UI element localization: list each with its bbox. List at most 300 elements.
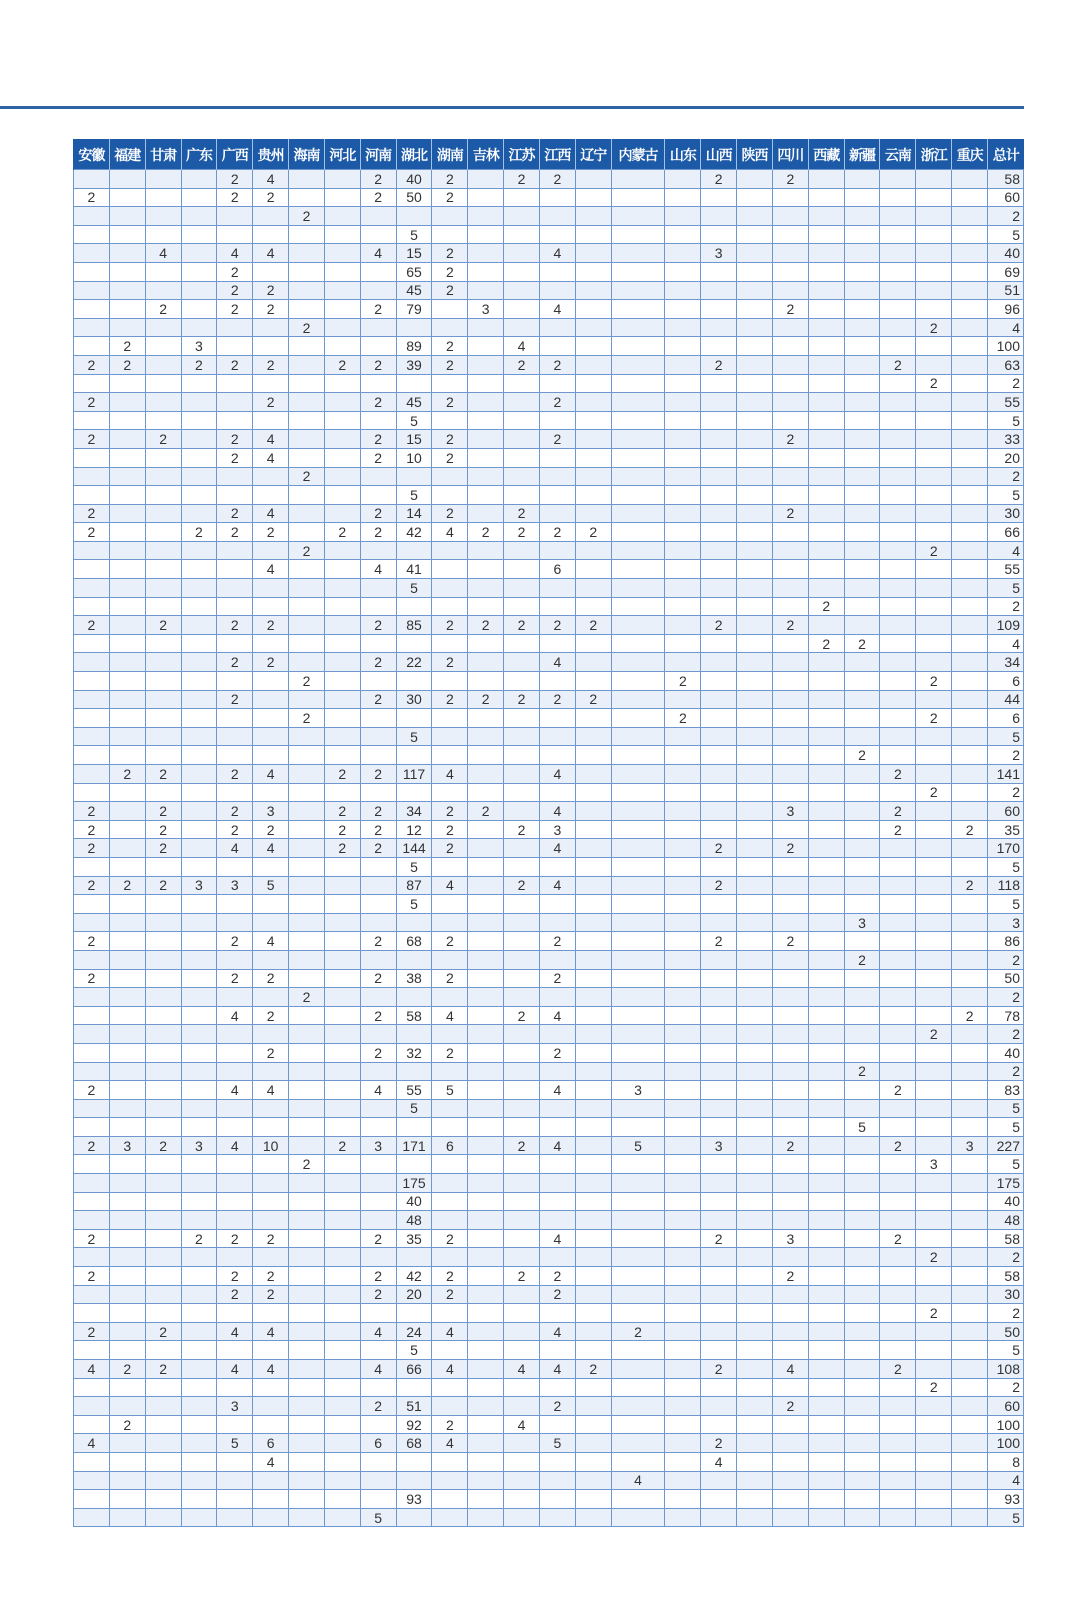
table-cell (109, 1099, 145, 1118)
table-cell: 2 (360, 300, 396, 319)
total-cell: 58 (988, 1229, 1024, 1248)
table-cell (916, 1341, 952, 1360)
table-cell (808, 1434, 844, 1453)
table-cell (468, 355, 504, 374)
table-cell (324, 857, 360, 876)
total-cell: 60 (988, 802, 1024, 821)
table-cell (360, 1155, 396, 1174)
table-cell (145, 318, 181, 337)
table-cell: 2 (253, 1229, 289, 1248)
table-cell (701, 1211, 737, 1230)
table-cell (575, 746, 611, 765)
table-cell (880, 1471, 916, 1490)
table-row (74, 579, 1024, 598)
table-cell: 68 (396, 1434, 432, 1453)
table-cell (253, 1192, 289, 1211)
table-cell (611, 1285, 665, 1304)
table-cell (808, 541, 844, 560)
table-cell (468, 560, 504, 579)
table-cell (217, 318, 253, 337)
table-cell (324, 1322, 360, 1341)
table-cell (181, 820, 217, 839)
table-cell (916, 839, 952, 858)
table-cell: 68 (396, 932, 432, 951)
column-header: 山西 (701, 140, 737, 170)
table-cell (772, 448, 808, 467)
table-cell (539, 895, 575, 914)
table-cell (808, 411, 844, 430)
table-cell (145, 188, 181, 207)
table-cell (844, 895, 880, 914)
table-cell (145, 1099, 181, 1118)
table-cell (324, 374, 360, 393)
table-cell (665, 1006, 701, 1025)
table-cell (181, 411, 217, 430)
table-cell (109, 188, 145, 207)
table-cell (575, 969, 611, 988)
table-cell (504, 765, 540, 784)
table-cell: 2 (289, 1155, 325, 1174)
table-row (74, 1118, 1024, 1137)
table-cell (109, 1341, 145, 1360)
table-cell: 4 (217, 1322, 253, 1341)
table-cell: 6 (539, 560, 575, 579)
table-cell (575, 597, 611, 616)
table-row (74, 1099, 1024, 1118)
table-cell (360, 1248, 396, 1267)
table-row (74, 541, 1024, 560)
table-cell (952, 1081, 988, 1100)
table-cell (952, 1304, 988, 1323)
table-cell (217, 467, 253, 486)
table-cell (665, 467, 701, 486)
table-cell (701, 467, 737, 486)
table-cell: 4 (504, 1360, 540, 1379)
table-cell (74, 988, 110, 1007)
table-cell (880, 1415, 916, 1434)
table-cell (575, 411, 611, 430)
table-cell: 2 (145, 1322, 181, 1341)
table-cell (701, 430, 737, 449)
table-cell (952, 1248, 988, 1267)
table-cell: 4 (217, 244, 253, 263)
table-cell: 2 (253, 355, 289, 374)
table-cell (360, 1471, 396, 1490)
table-cell (701, 1025, 737, 1044)
table-cell (504, 1099, 540, 1118)
table-cell: 2 (844, 634, 880, 653)
table-container (73, 139, 1024, 1527)
column-header: 云南 (880, 140, 916, 170)
table-cell (504, 802, 540, 821)
table-cell: 2 (360, 690, 396, 709)
table-cell (360, 262, 396, 281)
total-cell: 2 (988, 374, 1024, 393)
table-cell (181, 783, 217, 802)
table-cell: 2 (74, 1322, 110, 1341)
table-cell (181, 1099, 217, 1118)
table-cell: 3 (611, 1081, 665, 1100)
table-cell: 2 (665, 672, 701, 691)
table-cell (880, 597, 916, 616)
table-cell (575, 634, 611, 653)
table-cell (952, 467, 988, 486)
table-cell (74, 765, 110, 784)
table-cell (468, 337, 504, 356)
table-cell (844, 1248, 880, 1267)
table-cell (468, 1415, 504, 1434)
table-cell (575, 355, 611, 374)
table-cell (880, 523, 916, 542)
table-cell (665, 727, 701, 746)
table-cell (575, 1490, 611, 1509)
table-cell (844, 411, 880, 430)
table-cell (665, 523, 701, 542)
table-cell (360, 1304, 396, 1323)
table-cell (289, 281, 325, 300)
table-cell (952, 170, 988, 189)
table-cell (539, 337, 575, 356)
table-cell (737, 1397, 773, 1416)
table-cell (289, 393, 325, 412)
table-cell (145, 1304, 181, 1323)
table-cell (575, 188, 611, 207)
table-cell (611, 1508, 665, 1527)
table-cell (539, 1490, 575, 1509)
table-cell: 2 (432, 932, 468, 951)
table-cell (844, 876, 880, 895)
table-cell: 2 (324, 839, 360, 858)
table-cell (468, 1025, 504, 1044)
table-cell (844, 1285, 880, 1304)
table-cell (575, 1415, 611, 1434)
table-cell (145, 1508, 181, 1527)
table-cell (253, 672, 289, 691)
table-cell (468, 188, 504, 207)
table-cell (611, 616, 665, 635)
table-cell (575, 820, 611, 839)
table-cell: 2 (539, 1285, 575, 1304)
table-cell (432, 411, 468, 430)
table-cell (109, 411, 145, 430)
table-row (74, 746, 1024, 765)
table-cell (396, 1025, 432, 1044)
table-cell (432, 1174, 468, 1193)
table-cell (916, 1471, 952, 1490)
table-cell: 2 (665, 709, 701, 728)
table-cell (396, 207, 432, 226)
table-cell: 2 (253, 1285, 289, 1304)
table-cell (952, 430, 988, 449)
table-cell (772, 1248, 808, 1267)
table-cell (916, 1490, 952, 1509)
table-cell (217, 374, 253, 393)
total-cell: 5 (988, 486, 1024, 505)
table-cell (611, 950, 665, 969)
table-cell (952, 1490, 988, 1509)
table-cell (74, 1248, 110, 1267)
table-cell: 4 (253, 448, 289, 467)
table-cell (916, 1322, 952, 1341)
table-cell (665, 1285, 701, 1304)
table-cell (575, 1136, 611, 1155)
table-cell (611, 262, 665, 281)
total-cell: 40 (988, 1192, 1024, 1211)
table-cell: 2 (253, 188, 289, 207)
table-cell (360, 318, 396, 337)
table-cell (844, 467, 880, 486)
table-cell (701, 783, 737, 802)
table-cell: 10 (253, 1136, 289, 1155)
table-cell: 2 (539, 932, 575, 951)
table-cell (575, 374, 611, 393)
table-cell (396, 988, 432, 1007)
table-cell (253, 411, 289, 430)
table-cell (880, 634, 916, 653)
table-cell (808, 374, 844, 393)
table-cell (289, 411, 325, 430)
table-cell: 2 (360, 393, 396, 412)
table-cell (145, 1229, 181, 1248)
table-cell (539, 1378, 575, 1397)
table-cell (665, 411, 701, 430)
table-cell: 2 (432, 448, 468, 467)
table-cell (611, 1434, 665, 1453)
table-cell (844, 1378, 880, 1397)
table-cell (324, 1174, 360, 1193)
table-cell (432, 1452, 468, 1471)
table-cell (324, 1341, 360, 1360)
table-cell (916, 876, 952, 895)
table-cell: 2 (217, 969, 253, 988)
table-row (74, 560, 1024, 579)
table-cell (880, 225, 916, 244)
table-cell (289, 579, 325, 598)
table-row (74, 895, 1024, 914)
table-row (74, 1378, 1024, 1397)
table-cell (432, 1211, 468, 1230)
table-cell (575, 1471, 611, 1490)
table-cell (109, 262, 145, 281)
table-cell (360, 1452, 396, 1471)
table-cell (289, 1490, 325, 1509)
table-cell (74, 1304, 110, 1323)
table-cell (504, 653, 540, 672)
table-cell (145, 1211, 181, 1230)
table-cell (432, 1062, 468, 1081)
table-cell (665, 1211, 701, 1230)
table-cell: 4 (432, 1322, 468, 1341)
table-cell (737, 560, 773, 579)
table-cell (468, 672, 504, 691)
table-row (74, 1471, 1024, 1490)
table-cell (109, 895, 145, 914)
table-cell (916, 188, 952, 207)
table-cell (808, 262, 844, 281)
table-cell (772, 1174, 808, 1193)
table-cell (539, 1099, 575, 1118)
table-cell (360, 1118, 396, 1137)
table-cell: 2 (504, 523, 540, 542)
table-cell (504, 634, 540, 653)
table-cell (772, 467, 808, 486)
table-cell (665, 188, 701, 207)
table-cell (181, 560, 217, 579)
table-cell (611, 969, 665, 988)
table-cell (360, 1490, 396, 1509)
table-cell (360, 541, 396, 560)
table-cell (253, 746, 289, 765)
table-cell: 2 (880, 1136, 916, 1155)
table-cell (916, 1099, 952, 1118)
table-cell (145, 281, 181, 300)
table-cell (665, 262, 701, 281)
table-cell (737, 1192, 773, 1211)
table-cell: 5 (396, 225, 432, 244)
table-cell (844, 1099, 880, 1118)
table-cell (952, 1118, 988, 1137)
table-cell (611, 1025, 665, 1044)
table-cell (181, 207, 217, 226)
table-cell (109, 746, 145, 765)
table-cell (217, 1099, 253, 1118)
table-cell: 2 (539, 969, 575, 988)
table-cell (575, 1062, 611, 1081)
table-cell (504, 932, 540, 951)
table-cell (952, 950, 988, 969)
table-cell (324, 430, 360, 449)
table-cell (539, 579, 575, 598)
table-cell (701, 765, 737, 784)
table-cell (808, 1267, 844, 1286)
table-cell: 4 (217, 1136, 253, 1155)
table-cell (289, 876, 325, 895)
table-cell (665, 1099, 701, 1118)
table-cell (253, 207, 289, 226)
table-cell: 2 (253, 1267, 289, 1286)
table-cell (145, 597, 181, 616)
table-cell (360, 1025, 396, 1044)
table-row (74, 486, 1024, 505)
table-cell: 4 (539, 1322, 575, 1341)
table-cell (109, 300, 145, 319)
table-cell (701, 448, 737, 467)
header-row (74, 140, 1024, 170)
table-cell (468, 1285, 504, 1304)
table-cell: 2 (253, 969, 289, 988)
table-cell (289, 355, 325, 374)
table-cell (665, 207, 701, 226)
table-cell (701, 486, 737, 505)
table-cell (772, 783, 808, 802)
table-cell (844, 337, 880, 356)
table-row (74, 430, 1024, 449)
table-cell (396, 1471, 432, 1490)
table-cell (432, 560, 468, 579)
table-cell (772, 1341, 808, 1360)
table-cell: 2 (539, 170, 575, 189)
table-cell: 2 (145, 765, 181, 784)
table-cell (468, 1211, 504, 1230)
table-cell (504, 709, 540, 728)
table-cell (808, 690, 844, 709)
table-cell (468, 1341, 504, 1360)
table-cell: 2 (74, 820, 110, 839)
table-cell: 2 (289, 988, 325, 1007)
table-row (74, 355, 1024, 374)
table-cell (701, 579, 737, 598)
table-cell (844, 374, 880, 393)
table-row (74, 170, 1024, 189)
table-row (74, 1304, 1024, 1323)
table-cell (611, 895, 665, 914)
table-cell (360, 727, 396, 746)
table-cell: 2 (701, 616, 737, 635)
table-row (74, 188, 1024, 207)
table-cell (217, 1471, 253, 1490)
table-cell (539, 374, 575, 393)
table-cell (611, 876, 665, 895)
table-cell (844, 839, 880, 858)
table-cell (916, 950, 952, 969)
table-row (74, 1248, 1024, 1267)
table-cell (916, 597, 952, 616)
table-cell (504, 1285, 540, 1304)
table-cell (701, 1099, 737, 1118)
table-cell (109, 839, 145, 858)
table-cell (575, 430, 611, 449)
table-cell (880, 727, 916, 746)
table-cell: 51 (396, 1397, 432, 1416)
table-cell (360, 857, 396, 876)
table-cell (145, 560, 181, 579)
table-cell (916, 337, 952, 356)
table-cell (737, 579, 773, 598)
table-cell (217, 1490, 253, 1509)
table-cell (701, 913, 737, 932)
table-cell (109, 634, 145, 653)
table-cell (916, 244, 952, 263)
table-cell (468, 820, 504, 839)
table-cell (880, 1062, 916, 1081)
table-cell (808, 225, 844, 244)
total-cell: 30 (988, 1285, 1024, 1304)
table-cell (701, 1285, 737, 1304)
table-cell (916, 1006, 952, 1025)
table-cell (324, 932, 360, 951)
table-cell (737, 1174, 773, 1193)
table-cell (772, 876, 808, 895)
total-cell: 96 (988, 300, 1024, 319)
table-cell (575, 262, 611, 281)
table-cell (109, 225, 145, 244)
table-cell (181, 1304, 217, 1323)
table-cell (109, 1397, 145, 1416)
table-row (74, 820, 1024, 839)
table-cell (74, 1378, 110, 1397)
table-cell (575, 486, 611, 505)
table-cell (109, 560, 145, 579)
table-cell (737, 1081, 773, 1100)
table-cell: 39 (396, 355, 432, 374)
table-row (74, 1043, 1024, 1062)
table-cell: 35 (396, 1229, 432, 1248)
table-cell (360, 1378, 396, 1397)
table-cell (665, 1043, 701, 1062)
table-cell (539, 857, 575, 876)
table-cell (808, 1415, 844, 1434)
table-cell (880, 1341, 916, 1360)
